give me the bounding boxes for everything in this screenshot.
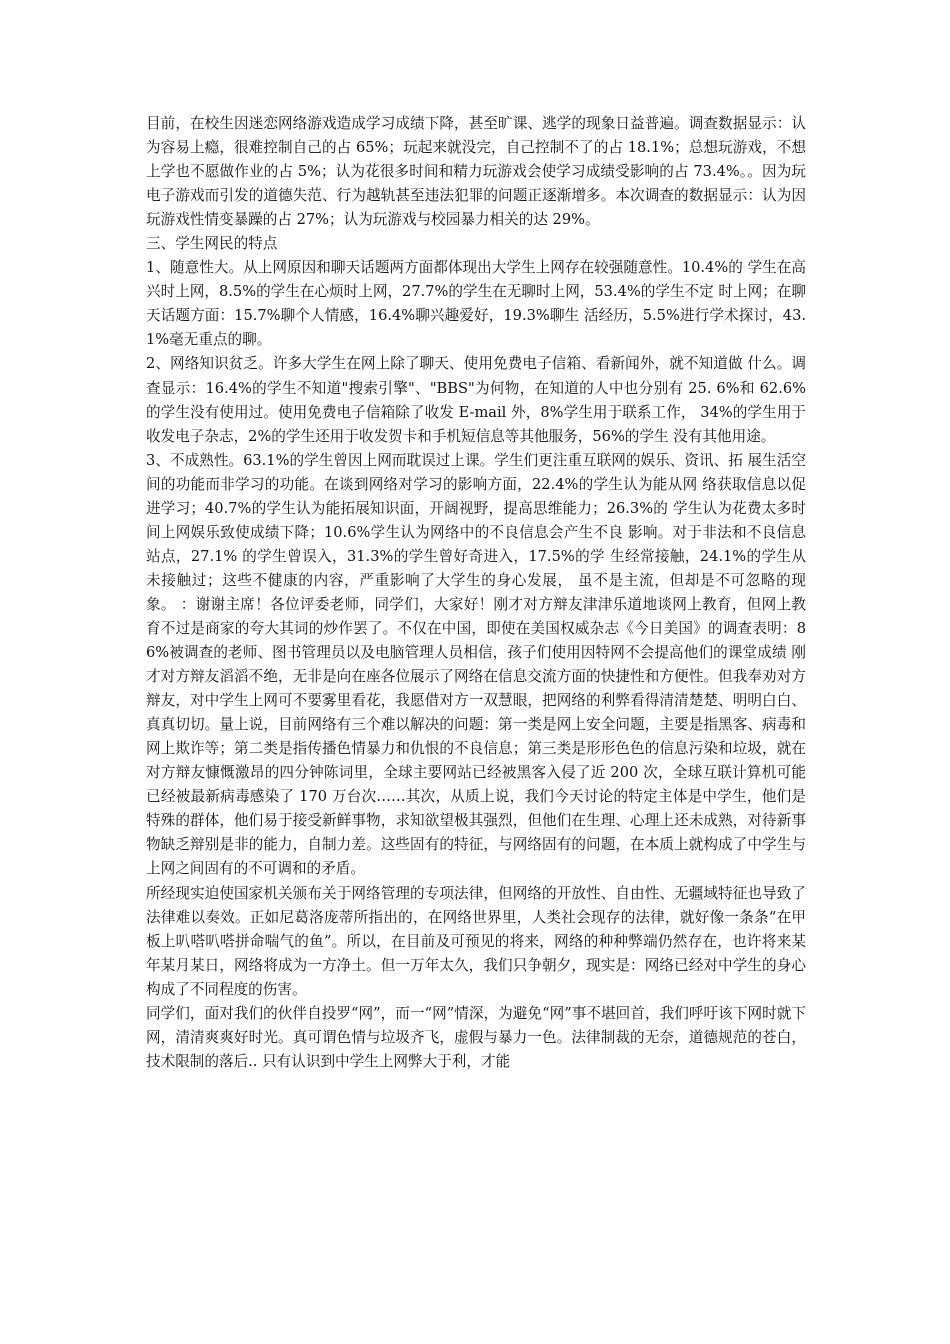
paragraph-closing: 同学们，面对我们的伙伴自投罗“网”，而一“网”情深，为避免“网”事不堪回首，我们呼吁该下网时就下网，清清爽爽好时光。真可谓色情与垃圾齐飞，虚假与暴力一色。法律制裁的无奈，道德规范的苍白，技术限制的落后.. 只有认识到中学生上网弊大于利，才能 xyxy=(146,1004,806,1070)
paragraph-immaturity-debate: 3、不成熟性。63.1%的学生曾因上网而耽误过上课。学生们更注重互联网的娱乐、资讯、拓 展生活空间的功能而非学习的功能。在谈到网络对学习的影响方面，22.4%的学生认为能从网 络获取信息以促进学习；40.7%的学生认为能拓展知识面，开阔视野，提高思维能力；26.3%的 学生认为花费太多时间上网娱乐致使成绩下降；10.6%学生认为网络中的不良信息会产生不良 影响。对于非法和不良信息站点，27.1% 的学生曾误入，31.3%的学生曾好奇进入，17.5%的学 生经常接触，24.1%的学生从未接触过；这些不健康的内容，严重影响了大学生的身心发展， 虽不是主流，但却是不可忽略的现象。 ：谢谢主席！各位评委老师，同学们，大家好！刚才对方辩友津津乐道地谈网上教育，但网上教育不过是商家的夸大其词的炒作罢了。不仅在中国，即使在美国权威杂志《今日美国》的调查表明：86%被调查的老师、图书管理员以及电脑管理人员相信，孩子们使用因特网不会提高他们的课堂成绩 刚才对方辩友滔滔不绝，无非是向在座各位展示了网络在信息交流方面的快捷性和方便性。但我奉劝对方辩友，对中学生上网可不要雾里看花，我愿借对方一双慧眼，把网络的利弊看得清清楚楚、明明白白、真真切切。量上说，目前网络有三个难以解决的问题：第一类是网上安全问题，主要是指黑客、病毒和网上欺诈等；第二类是指传播色情暴力和仇恨的不良信息；第三类是形形色色的信息污染和垃圾，就在对方辩友慷慨激昂的四分钟陈词里，全球主要网站已经被黑客入侵了近 200 次，全球互联计算机可能已经被最新病毒感染了 170 万台次……其次，从质上说，我们今天讨论的特定主体是中学生，他们是特殊的群体，他们易于接受新鲜事物，求知欲望极其强烈，但他们在生理、心理上还未成熟，对待新事物缺乏辩别是非的能力，自制力差。这些固有的特征，与网络固有的问题，在本质上就构成了中学生与上网之间固有的不可调和的矛盾。 xyxy=(146,451,806,878)
paragraph-knowledge-lack: 2、网络知识贫乏。许多大学生在网上除了聊天、使用免费电子信箱、看新闻外，就不知道做 什么。调查显示：16.4%的学生不知道"搜索引擎"、"BBS"为何物，在知道的人中也分别有 25. 6%和 62.6%的学生没有使用过。使用免费电子信箱除了收发 E-mail 外，8%学生用于联系工作， 34%的学生用于收发电子杂志，2%的学生还用于收发贺卡和手机短信息等其他服务，56%的学生 没有其他用途。 xyxy=(146,355,806,445)
document-body xyxy=(146,112,806,1074)
section-heading: 三、学生网民的特点 xyxy=(146,235,278,253)
paragraph-game-addiction: 目前，在校生因迷恋网络游戏造成学习成绩下降，甚至旷课、逃学的现象日益普遍。调查数据显示：认为容易上瘾，很难控制自己的占 65%；玩起来就没完，自己控制不了的占 18.1%；总想玩游戏，不想上学也不愿做作业的占 5%；认为花很多时间和精力玩游戏会使学习成绩受影响的占 73.4%。。因为玩电子游戏而引发的道德失范、行为越轨甚至违法犯罪的问题正逐渐增多。本次调查的数据显示：认为因玩游戏性情变暴躁的占 27%；认为玩游戏与校园暴力相关的达 29%。 xyxy=(146,115,806,229)
paragraph-randomness: 1、随意性大。从上网原因和聊天话题两方面都体现出大学生上网存在较强随意性。10.4%的 学生在高兴时上网，8.5%的学生在心烦时上网，27.7%的学生在无聊时上网，53.4%的学生不定 时上网；在聊天话题方面：15.7%聊个人情感，16.4%聊兴趣爱好，19.3%聊生 活经历，5.5%进行学术探讨，43.1%毫无重点的聊。 xyxy=(146,259,806,349)
paragraph-law: 所经现实迫使国家机关颁布关于网络管理的专项法律，但网络的开放性、自由性、无疆域特征也导致了法律难以奏效。正如尼葛洛庞蒂所指出的，在网络世界里，人类社会现存的法律，就好像一条条“在甲板上叭嗒叭嗒拼命喘气的鱼”。所以，在目前及可预见的将来，网络的种种弊端仍然存在，也许将来某年某月某日，网络将成为一方净土。但一万年太久，我们只争朝夕，现实是：网络已经对中学生的身心构成了不同程度的伤害。 xyxy=(146,884,806,998)
